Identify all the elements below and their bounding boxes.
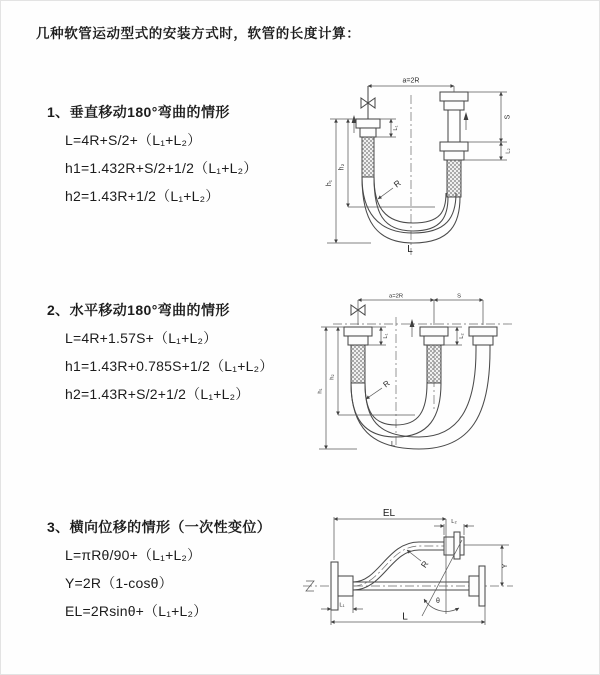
- diagram-lateral-displacement: [301, 504, 600, 649]
- formula-h2: h2=1.43R+1/2（L₁+L₂）: [65, 188, 220, 204]
- hose-and-pipes: [333, 305, 513, 449]
- formula-l: L=4R+1.57S+（L₁+L₂）: [65, 330, 218, 346]
- dim-label-s: S: [457, 293, 461, 300]
- dim-label-h2: h₂: [338, 163, 346, 171]
- dim-label-el: EL: [382, 508, 396, 519]
- diagram-horizontal-180-bend: [313, 289, 600, 461]
- dim-label-l: L: [391, 441, 395, 448]
- section-2: [47, 300, 273, 408]
- dim-label-l: L: [407, 244, 413, 255]
- dim-label-h1: h₁: [326, 179, 333, 187]
- dim-label-theta: θ: [436, 598, 440, 605]
- dim-label-s: S: [504, 114, 512, 120]
- dim-label-r: R: [391, 177, 403, 190]
- section-1: [47, 102, 257, 210]
- dimensions: [326, 78, 512, 256]
- dim-label-l2: L₂: [451, 519, 457, 525]
- dim-label-l2: L₂: [459, 333, 465, 339]
- formula-h1: h1=1.432R+S/2+1/2（L₁+L₂）: [65, 160, 258, 176]
- section-3: [47, 517, 271, 625]
- braid-section: [362, 137, 374, 177]
- dim-label-a2r: a=2R: [402, 77, 420, 85]
- dim-label-l1: L₁: [339, 602, 345, 609]
- dim-label-h1: h₁: [317, 388, 324, 394]
- formula-h1: h1=1.43R+0.785S+1/2（L₁+L₂）: [65, 358, 274, 374]
- braid-section: [427, 345, 441, 383]
- formula-l: L=πRθ/90+（L₁+L₂）: [65, 547, 202, 563]
- dim-label-r: R: [381, 378, 392, 390]
- diagram-vertical-180-bend: [313, 67, 595, 265]
- dim-label-l1: L₁: [393, 125, 399, 131]
- dimensions: [318, 294, 484, 450]
- dim-label-l: L: [402, 611, 408, 623]
- dim-label-l2: L₂: [505, 148, 512, 154]
- dim-label-l1: L₁: [383, 333, 389, 339]
- hose-and-pipes: [352, 86, 469, 255]
- formula-h2: h2=1.43R+S/2+1/2（L₁+L₂）: [65, 386, 250, 402]
- up-arrow: [410, 319, 415, 327]
- section-2-heading: 2、水平移动180°弯曲的情形: [47, 302, 230, 318]
- section-1-heading: 1、垂直移动180°弯曲的情形: [47, 104, 230, 120]
- up-arrow: [464, 112, 469, 120]
- dim-label-a2r: a=2R: [388, 293, 404, 300]
- dim-label-h2: h₂: [329, 374, 336, 380]
- formula-l: L=4R+S/2+（L₁+L₂）: [65, 132, 202, 148]
- section-3-heading: 3、横向位移的情形（一次性变位）: [47, 519, 272, 535]
- braid-section: [447, 160, 461, 197]
- dim-label-r: R: [418, 558, 431, 570]
- formula-el: EL=2Rsinθ+（L₁+L₂）: [65, 603, 208, 619]
- braid-section: [351, 345, 365, 383]
- hose-and-flanges: [303, 519, 513, 616]
- dim-label-y: Y: [502, 563, 509, 569]
- formula-y: Y=2R（1-cosθ）: [65, 575, 173, 591]
- page-title: 几种软管运动型式的安装方式时，软管的长度计算：: [36, 26, 361, 41]
